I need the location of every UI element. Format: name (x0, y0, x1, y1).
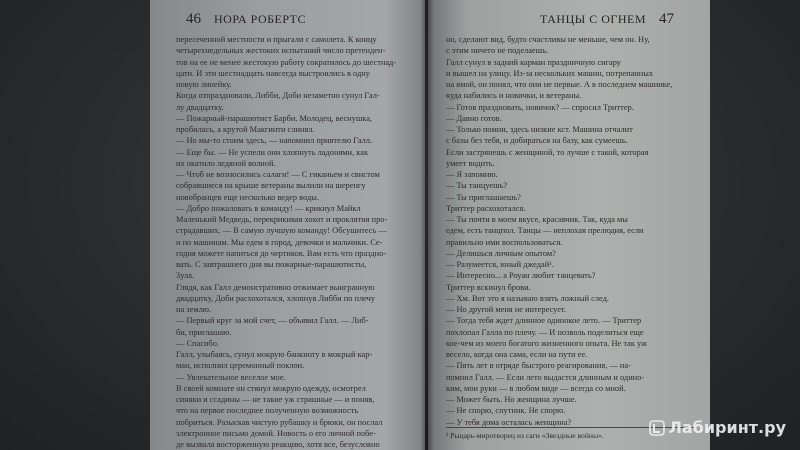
text-line: — Спасибо. (176, 338, 219, 348)
author-running-head: НОРА РОБЕРТС (214, 12, 306, 26)
text-line: — Ты приглашаешь? (446, 192, 521, 202)
text-line: куда набились и новички, и ветераны. (446, 91, 582, 101)
text-line: новую линейку. (176, 80, 232, 89)
text-line: четырехнедельных жестоких испытаний число претенден- (176, 46, 386, 56)
text-line: страдавших. — В самую лучшую команду! Обсушитесь — (176, 226, 387, 236)
title-running-head: ТАНЦЫ С ОГНЕМ (540, 12, 646, 26)
text-line: де вызвала восторженную реакцию, хотя все, безусловно (176, 440, 380, 449)
text-line: — Но мы-то стоим здесь, — напомнил приятелю Галл. (176, 136, 373, 146)
text-line: — Но другой меня не интересует. (446, 305, 567, 314)
text-line: собравшиеся на крыше ветераны вылили на шеренгу (176, 181, 366, 191)
text-line: пересеченной местности и прыгали с самолета. К концу (176, 35, 377, 44)
text-line: — Может быть. Но женщина лучше. (446, 395, 577, 404)
text-line: — Пять лет в отряде быстрого реагирования, — на- (446, 361, 631, 371)
text-line: Когда отпраздновали, Либби, Доби незаметно сунул Гал- (176, 91, 380, 101)
text-line: — Давно готов. (446, 113, 502, 123)
text-line: годня можете напиться до чертиков. Вам есть что праздно- (176, 248, 387, 258)
text-line: В своей комнате он стянул мокрую одежду, осмотрел (176, 383, 366, 393)
open-book (150, 0, 710, 450)
watermark-logo (649, 418, 786, 437)
text-line: — Хм. Вот это я называю взять ложный след. (446, 293, 610, 303)
text-line: би, приглашаю. (176, 327, 232, 337)
text-line: — Тогда тебя ждет длинное одинокое лето. — Триттер (446, 316, 642, 326)
text-line: — Я запомню. (446, 170, 498, 179)
text-line: — Ты почти в моем вкусе, красавчик. Так, куда мы (446, 215, 628, 224)
text-line: Триттер вскинул брови. (446, 282, 531, 292)
text-line: — Еще бы. — Не успели они хлопнуть ладонями, как (176, 147, 369, 157)
text-line: их окатило ледяной волной. (176, 158, 276, 168)
text-line: Галл, улыбаясь, сунул мокрую банкноту в мокрый кар- (176, 350, 373, 359)
page-number-right: 47 (659, 11, 674, 27)
text-line: — У тебя дома осталась женщина? (446, 417, 572, 427)
watermark-text: Лабиринт.ру (668, 418, 786, 437)
text-line: едем, есть танцпол. Танцы — неплохая прелюдия, если (446, 226, 644, 236)
page-number-left: 46 (186, 11, 201, 27)
text-line: — Увлекательное веселое мое. (176, 372, 286, 382)
text-line: пробилась, а крутой Макгинти слинял. (176, 125, 315, 134)
text-line: цати. И эти шестнадцать навсегда выстроились в одну (176, 68, 370, 78)
text-line: на ямой, он понял, что они не первые. А в последнем машинке, (446, 80, 673, 89)
right-page (428, 0, 710, 450)
text-line: ким, мои руки — в любом виде — всегда со мной. (446, 383, 626, 393)
text-line: — Интересно... а Роуан любит танцевать? (446, 271, 596, 281)
text-line: двадцатку, Доби расхохотался, хлопнув Либби по плечу (176, 293, 376, 303)
text-line: новобранцев еще несколько ведер воды. (176, 192, 319, 202)
text-line: — Ты танцуешь? (446, 181, 508, 191)
book-gutter (420, 0, 434, 450)
text-line: Триттер расхохотался. (446, 203, 526, 213)
left-page-text (176, 34, 412, 450)
footnote: ¹ Рыцарь-миротворец из саги «Звездные войны». (446, 427, 696, 441)
text-line: электронное письмо домой. Новость о его личной побе- (176, 428, 376, 438)
text-line: тов на ее не менее жестокую работу сократилось до шестнад- (176, 57, 397, 67)
text-line: побриться. Разыскав чистую рубашку и брюки, он послал (176, 417, 383, 427)
text-line: весело, когда она сама, если на пути ее. (446, 350, 588, 359)
text-line: с этим ничего не поделаешь. (446, 46, 549, 56)
text-line: похлопал Галла по плечу. — И позволь поделиться еще (446, 327, 644, 337)
text-line: — Не спорю, спутник. Не спорю. (446, 406, 566, 416)
right-page-text (446, 34, 696, 428)
text-line: и по машинам. Мы едем в город, девочки и мальчики. Се- (176, 237, 383, 247)
text-line: — Разумеется, юный джедай¹. (446, 260, 554, 269)
text-line: — Только помни, здесь низкие кст. Машина отчалит (446, 125, 633, 134)
labirint-logo-icon (649, 420, 665, 436)
text-line: вать. С завтрашнего дня вы пожарные-парашютисты, (176, 260, 367, 269)
text-line: — Пожарный-парашютист Барби. Молодец, веснушка, (176, 113, 373, 123)
text-line: но, сделают вид, будто счастливы не меньше, чем он. Ну, (446, 35, 650, 44)
text-line: на землю. (176, 305, 212, 314)
text-line: Глядя, как Галл демонстративно отжимает выигранную (176, 282, 375, 292)
left-page-header (176, 12, 306, 26)
text-line: — Добро пожаловать в команду! — крикнул Майкл (176, 203, 361, 213)
text-line: Маленький Медведь, перекрикивая хохот и проклятия про- (176, 215, 388, 224)
text-line: синяки и ссадины — не такие уж страшные — и поняв, (176, 395, 375, 404)
text-line: Зула. (176, 271, 195, 281)
text-line: — Чтоб не возносились салаги! — С гиканьем и свистом (176, 170, 380, 179)
text-line: — Первый круг за мой счет, — объявил Галл. — Либ- (176, 316, 369, 326)
text-line: правильно ими воспользоваться. (446, 237, 563, 247)
text-line: с базы без тебя, и добираться на базу, как сумеешь. (446, 136, 628, 146)
text-line: кое-чем из моего богатого жизненного опыта. Не так уж (446, 338, 647, 348)
text-line: лу двадцатку. (176, 102, 224, 112)
text-line: Галл сунул в задний карман праздничную сигару (446, 57, 621, 67)
text-line: умеет водить. (446, 158, 495, 168)
right-page-header (540, 12, 684, 26)
text-line: ман, исполнил церемонный поклон. (176, 361, 305, 371)
text-line: что на первое последнее полученную возможность (176, 406, 359, 416)
text-line: — Готов праздновать, новичок? — спросил Триттер. (446, 102, 634, 112)
text-line: помнил Галл. — Если лето выдастся длинным и одино- (446, 372, 645, 382)
left-page (150, 0, 425, 450)
text-line: Если застрянешь с женщиной, то лучше с такой, которая (446, 147, 649, 157)
text-line: и вышел на улицу. Из-за нескольких машин, потрепанных (446, 68, 654, 78)
text-line: — Делишься личным опытом? (446, 248, 556, 258)
